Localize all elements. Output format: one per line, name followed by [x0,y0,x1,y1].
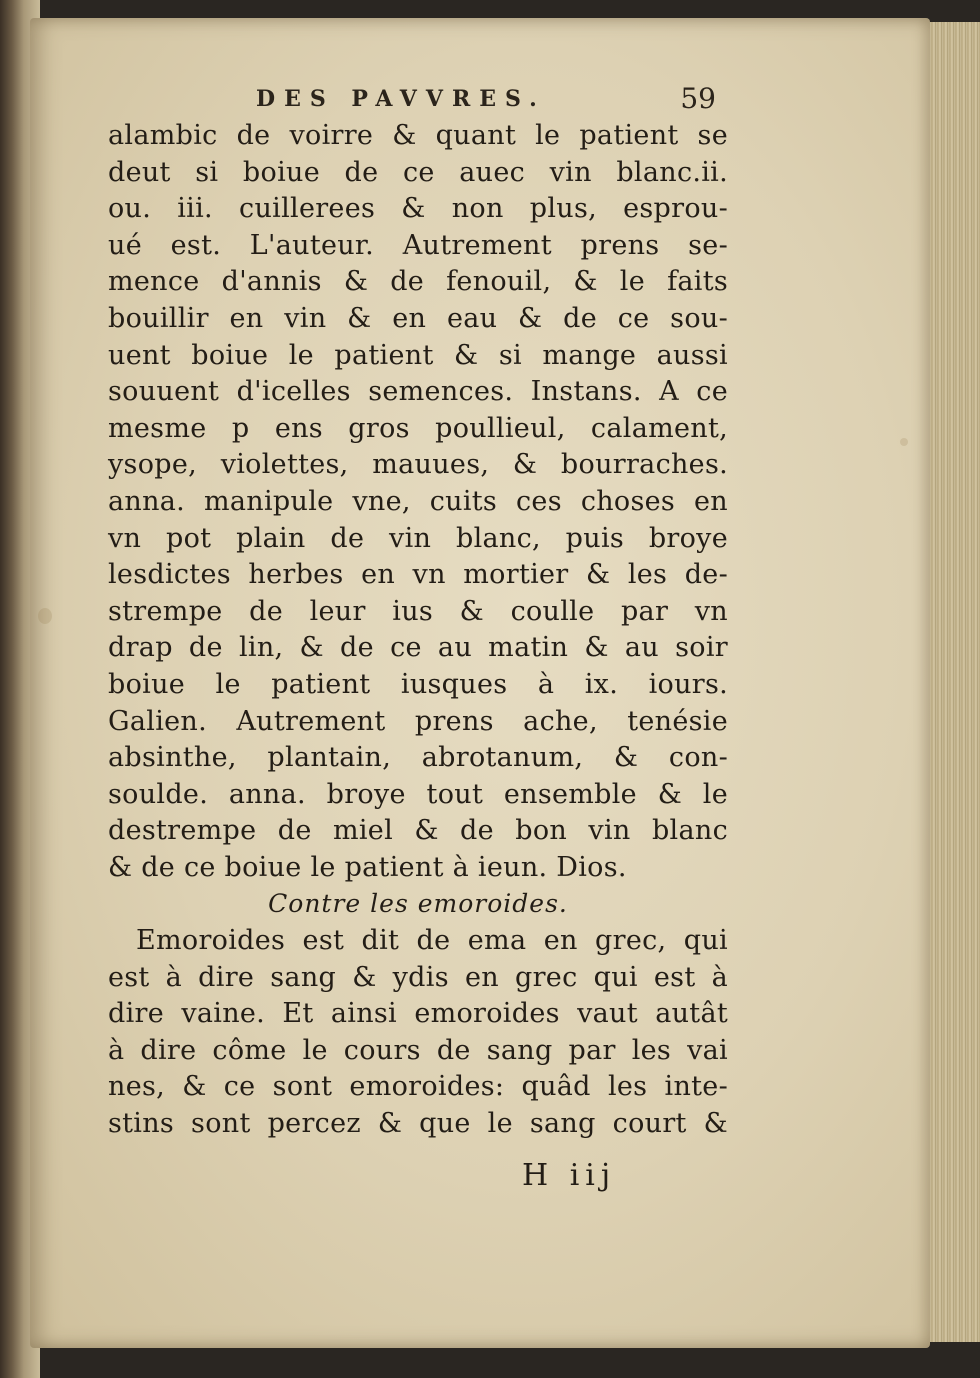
text-line: boiue le patient iusques à ix. iours. [108,668,728,700]
page-number: 59 [680,82,716,115]
text-line: absinthe, plantain, abrotanum, & con- [108,742,728,774]
text-line: nes, & ce sont emoroides: quâd les inte- [108,1071,728,1103]
text-line: alambic de voirre & quant le patient se [108,120,728,151]
text-line: mesme p ens gros poullieul, calament, [108,412,728,444]
page-body [108,118,728,1143]
text-line: stins sont percez & que le sang court & [108,1108,728,1140]
text-line: ou. iii. cuillerees & non plus, esprou- [108,193,728,225]
text-line: bouillir en vin & en eau & de ce sou- [108,302,728,334]
text-line: est à dire sang & ydis en grec qui est à [108,961,728,993]
text-line: soulde. anna. broye tout ensemble & le [108,778,728,810]
running-title: DES PAVVRES. [256,86,546,112]
text-line: Galien. Autrement prens ache, tenésie [108,705,728,737]
text-line: anna. manipule vne, cuits ces choses en [108,485,728,517]
text-line: mence d'annis & de fenouil, & le faits [108,266,728,298]
text-line: uent boiue le patient & si mange aussi [108,339,728,371]
text-line: deut si boiue de ce auec vin blanc.ii. [108,156,728,188]
text-line: ysope, violettes, mauues, & bourraches. [108,449,728,481]
text-line: & de ce boiue le patient à ieun. Dios. [108,851,627,883]
text-line: vn pot plain de vin blanc, puis broye [108,522,728,554]
foxing-spot [38,608,52,624]
text-line: lesdictes herbes en vn mortier & les de- [108,559,728,591]
text-line: strempe de leur ius & coulle par vn [108,595,728,627]
text-line: à dire côme le cours de sang par les vai [108,1034,728,1066]
page-header [256,82,716,120]
signature-mark: H iij [522,1158,617,1193]
text-line: destrempe de miel & de bon vin blanc [108,815,728,847]
text-line: souuent d'icelles semences. Instans. A ce [108,376,728,408]
text-line: Emoroides est dit de ema en grec, qui [136,925,728,957]
text-line: drap de lin, & de ce au matin & au soir [108,632,728,664]
section-heading: Contre les emoroides. [268,889,568,919]
text-line: dire vaine. Et ainsi emoroides vaut autât [108,998,728,1030]
text-line: ué est. L'auteur. Autrement prens se- [108,229,728,261]
foxing-spot [900,438,908,446]
